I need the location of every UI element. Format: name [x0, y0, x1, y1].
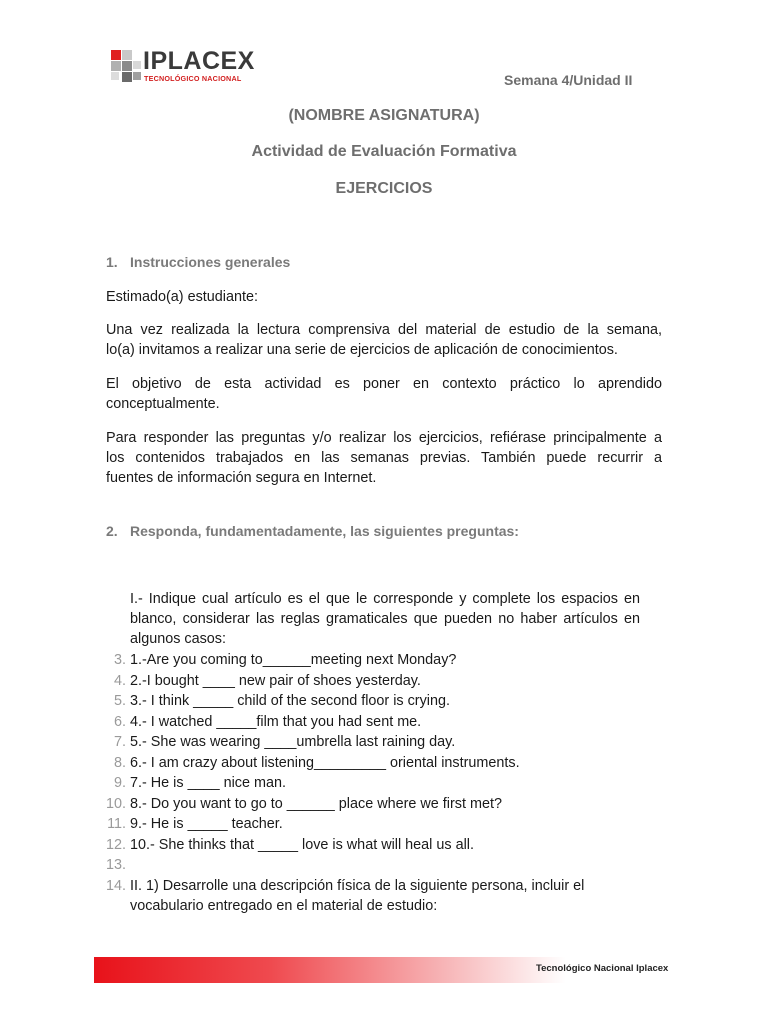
exercise-intro: I.- Indique cual artículo es el que le corresponde y complete los espacios en blanco, considerar las reglas gramaticales que pueden no haber artículos en algunos casos:: [130, 591, 640, 647]
list-item: [100, 650, 660, 671]
list-item: [100, 732, 660, 753]
line-number: 10.: [105, 795, 126, 812]
paragraph-1: Una vez realizada la lectura comprensiva del material de estudio de la semana, lo(a) invitamos a realizar una serie de ejercicios de aplicación de conocimientos.: [106, 322, 662, 358]
line-number: 6.: [113, 713, 126, 730]
list-item: [100, 794, 660, 815]
greeting: Estimado(a) estudiante:: [106, 289, 258, 305]
exercise-text: 10.- She thinks that _____ love is what will heal us all.: [130, 836, 474, 853]
line-number: 5.: [113, 693, 126, 709]
list-item: [100, 814, 660, 835]
exercise-text: 3.- I think _____ child of the second floor is crying.: [130, 693, 450, 709]
exercise-text: 7.- He is ____ nice man.: [130, 775, 286, 791]
list-item: [100, 753, 660, 774]
logo-wordmark: IPLACEX: [143, 47, 255, 75]
line-number: 4.: [113, 672, 126, 689]
logo-mosaic-icon: [111, 50, 143, 82]
line-number: 8.: [113, 754, 126, 771]
line-number: 3.: [113, 652, 126, 668]
list-item: [100, 876, 660, 897]
section-2-heading: [106, 523, 519, 539]
paragraph-3: Para responder las preguntas y/o realizar los ejercicios, refiérase principalmente a los contenidos trabajados en las semanas previas. También puede recurrir a fuentes de información segura en Internet.: [106, 430, 662, 486]
list-item: [100, 712, 660, 733]
exercises-title: EJERCICIOS: [335, 180, 433, 197]
line-number: 11.: [107, 816, 126, 832]
line-number: 14.: [105, 877, 126, 894]
list-item: [100, 773, 660, 794]
list-item: [100, 855, 660, 876]
section-1-title: Instrucciones generales: [130, 254, 291, 270]
activity-title: Actividad de Evaluación Formativa: [251, 143, 517, 160]
exercise-text: vocabulario entregado en el material de estudio:: [130, 898, 438, 914]
exercise-text: 9.- He is _____ teacher.: [130, 816, 283, 832]
line-number: 9.: [113, 775, 126, 791]
footer-label: Tecnológico Nacional Iplacex: [536, 963, 669, 974]
iplacex-logo: [111, 47, 261, 84]
exercise-text: 6.- I am crazy about listening_________ oriental instruments.: [130, 754, 520, 771]
section-1-heading: [106, 254, 290, 270]
line-number: 7.: [113, 734, 126, 750]
paragraph-2: El objetivo de esta actividad es poner en contexto práctico lo aprendido conceptualmente.: [106, 376, 662, 412]
line-number: 13.: [105, 857, 126, 873]
exercise-text: 4.- I watched _____film that you had sent me.: [130, 713, 422, 730]
exercise-text: 1.-Are you coming to______meeting next Monday?: [130, 652, 457, 668]
exercise-text: II. 1) Desarrolle una descripción física de la siguiente persona, incluir el: [130, 877, 585, 894]
list-item: [100, 896, 660, 917]
exercise-text: 8.- Do you want to go to ______ place where we first met?: [130, 795, 502, 812]
list-item: [100, 671, 660, 692]
line-number: 12.: [105, 836, 126, 853]
subject-title: (NOMBRE ASIGNATURA): [288, 107, 480, 124]
section-1-number: 1.: [106, 254, 118, 270]
week-unit-label: Semana 4/Unidad II: [504, 72, 633, 88]
list-item: [100, 691, 660, 712]
exercise-text: 5.- She was wearing ____umbrella last raining day.: [130, 734, 456, 750]
section-2-title: Responda, fundamentadamente, las siguientes preguntas:: [130, 523, 519, 539]
section-2-number: 2.: [106, 523, 118, 539]
exercise-list: [100, 650, 660, 917]
list-item: [100, 835, 660, 856]
exercise-text: 2.-I bought ____ new pair of shoes yesterday.: [130, 672, 421, 689]
logo-subtitle: TECNOLÓGICO NACIONAL: [144, 74, 242, 83]
